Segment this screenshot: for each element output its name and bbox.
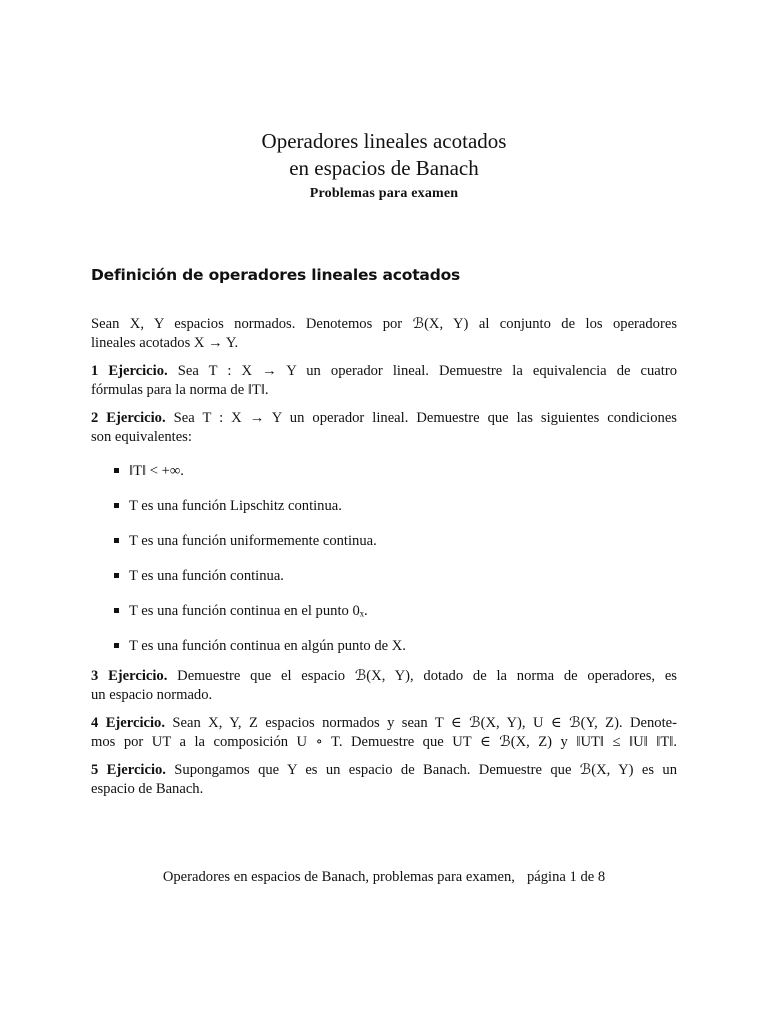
condition-text: T es una función continua en algún punto de X. <box>129 638 406 654</box>
exercise-4-label: 4 Ejercicio. <box>91 715 165 731</box>
condition-item <box>114 602 368 621</box>
condition-item <box>114 567 284 586</box>
bullet-icon <box>114 573 119 578</box>
exercise-2 <box>91 409 677 447</box>
condition-text: ‖T‖ < +∞. <box>129 463 184 479</box>
exercise-4 <box>91 714 677 752</box>
footer-page-number: página 1 de 8 <box>526 869 606 885</box>
exercise-3 <box>91 667 677 705</box>
condition-item <box>114 462 184 481</box>
bullet-icon <box>114 538 119 543</box>
section-heading: Definición de operadores lineales acotados <box>91 266 461 284</box>
exercise-4-line-1: Sean X, Y, Z espacios normados y sean T ∈ ℬ(X, Y), U ∈ ℬ(Y, Z). Denote- <box>165 715 677 731</box>
bullet-icon <box>114 503 119 508</box>
exercise-1-label: 1 Ejercicio. <box>91 363 168 379</box>
exercise-2-line-1: Sea T : X → Y un operador lineal. Demuestre que las siguientes condiciones <box>165 410 677 426</box>
exercise-5 <box>91 761 677 799</box>
condition-item <box>114 637 406 656</box>
condition-item <box>114 497 342 516</box>
footer-text: Operadores en espacios de Banach, problemas para examen, <box>162 869 515 885</box>
condition-text: T es una función uniformemente continua. <box>129 533 377 549</box>
exercise-3-label: 3 Ejercicio. <box>91 668 168 684</box>
bullet-icon <box>114 468 119 473</box>
condition-text: T es una función Lipschitz continua. <box>129 498 342 514</box>
exercise-2-line-2: son equivalentes: <box>91 429 192 445</box>
exercise-1 <box>91 362 677 400</box>
exercise-4-line-2: mos por UT a la composición U ∘ T. Demuestre que UT ∈ ℬ(X, Z) y ‖UT‖ ≤ ‖U‖ ‖T‖. <box>91 734 677 750</box>
exercise-5-label: 5 Ejercicio. <box>91 762 166 778</box>
intro-line-1: Sean X, Y espacios normados. Denotemos por ℬ(X, Y) al conjunto de los operadores <box>91 316 677 332</box>
condition-item <box>114 532 377 551</box>
exercise-1-line-2: fórmulas para la norma de ‖T‖. <box>91 382 269 398</box>
condition-text: T es una función continua en el punto 0ₓ. <box>129 603 368 619</box>
condition-text: T es una función continua. <box>129 568 284 584</box>
exercise-5-line-1: Supongamos que Y es un espacio de Banach. Demuestre que ℬ(X, Y) es un <box>165 762 677 778</box>
intro-line-2: lineales acotados X → Y. <box>91 335 239 351</box>
document-title-line-1: Operadores lineales acotados <box>261 129 507 153</box>
exercise-1-line-1: Sea T : X → Y un operador lineal. Demuestre la equivalencia de cuatro <box>167 363 677 379</box>
document-title-line-2: en espacios de Banach <box>289 156 479 180</box>
exercise-5-line-2: espacio de Banach. <box>91 781 204 797</box>
intro-paragraph <box>91 315 677 353</box>
exercise-2-label: 2 Ejercicio. <box>91 410 166 426</box>
page-footer <box>0 869 768 886</box>
bullet-icon <box>114 608 119 613</box>
exercise-3-line-2: un espacio normado. <box>91 687 213 703</box>
document-subtitle: Problemas para examen <box>309 186 459 201</box>
bullet-icon <box>114 643 119 648</box>
exercise-3-line-1: Demuestre que el espacio ℬ(X, Y), dotado de la norma de operadores, es <box>167 668 677 684</box>
